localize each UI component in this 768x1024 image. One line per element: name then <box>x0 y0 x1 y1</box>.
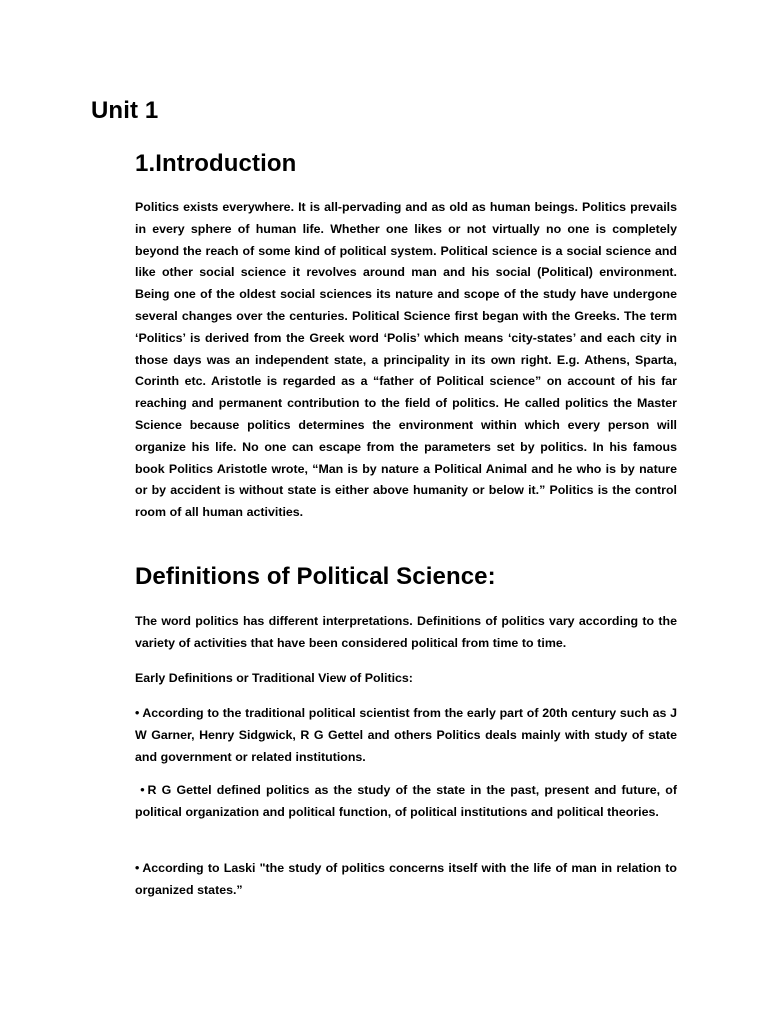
introduction-heading: 1.Introduction <box>135 150 297 177</box>
early-definitions-label: Early Definitions or Traditional View of Politics: <box>135 671 413 685</box>
unit-title: Unit 1 <box>91 97 159 124</box>
bullet-icon: • <box>135 706 140 720</box>
bullet-item-traditional <box>135 703 677 768</box>
bullet-text: According to Laski "the study of politics concerns itself with the life of man in relation to organized states.” <box>135 861 677 897</box>
bullet-icon: • <box>135 861 140 875</box>
bullet-item-gettel <box>135 780 677 824</box>
introduction-paragraph: Politics exists everywhere. It is all-pervading and as old as human beings. Politics prevails in every sphere of human life. Whether one likes or not virtually no one is completely beyond the reach of some kind of political system. Political science is a social science and like other social science it revolves around man and his social (Political) environment. Being one of the oldest social sciences its nature and scope of the study have undergone several changes over the centuries. Political Science first began with the Greeks. The term ‘Politics’ is derived from the Greek word ‘Polis’ which means ‘city-states’ and each city in those days was an independent state, a principality in its own right. E.g. Athens, Sparta, Corinth etc. Aristotle is regarded as a “father of Political science” on account of his far reaching and permanent contribution to the field of politics. He called politics the Master Science because politics determines the environment within which every person will organize his life. No one can escape from the parameters set by politics. In his famous book Politics Aristotle wrote, “Man is by nature a Political Animal and he who is by nature or by accident is without state is either above humanity or below it.” Politics is the control room of all human activities. <box>135 200 677 520</box>
bullet-icon: • <box>140 783 145 797</box>
bullet-item-laski <box>135 858 677 902</box>
definitions-paragraph: The word politics has different interpretations. Definitions of politics vary according to the variety of activities that have been considered political from time to time. <box>135 614 677 650</box>
bullet-text: According to the traditional political scientist from the early part of 20th century such as J W Garner, Henry Sidgwick, R G Gettel and others Politics deals mainly with study of state and government or related institutions. <box>135 706 677 764</box>
definitions-heading: Definitions of Political Science: <box>135 563 496 590</box>
bullet-text: R G Gettel defined politics as the study of the state in the past, present and future, of political organization and political function, of political institutions and political theories. <box>135 783 677 819</box>
